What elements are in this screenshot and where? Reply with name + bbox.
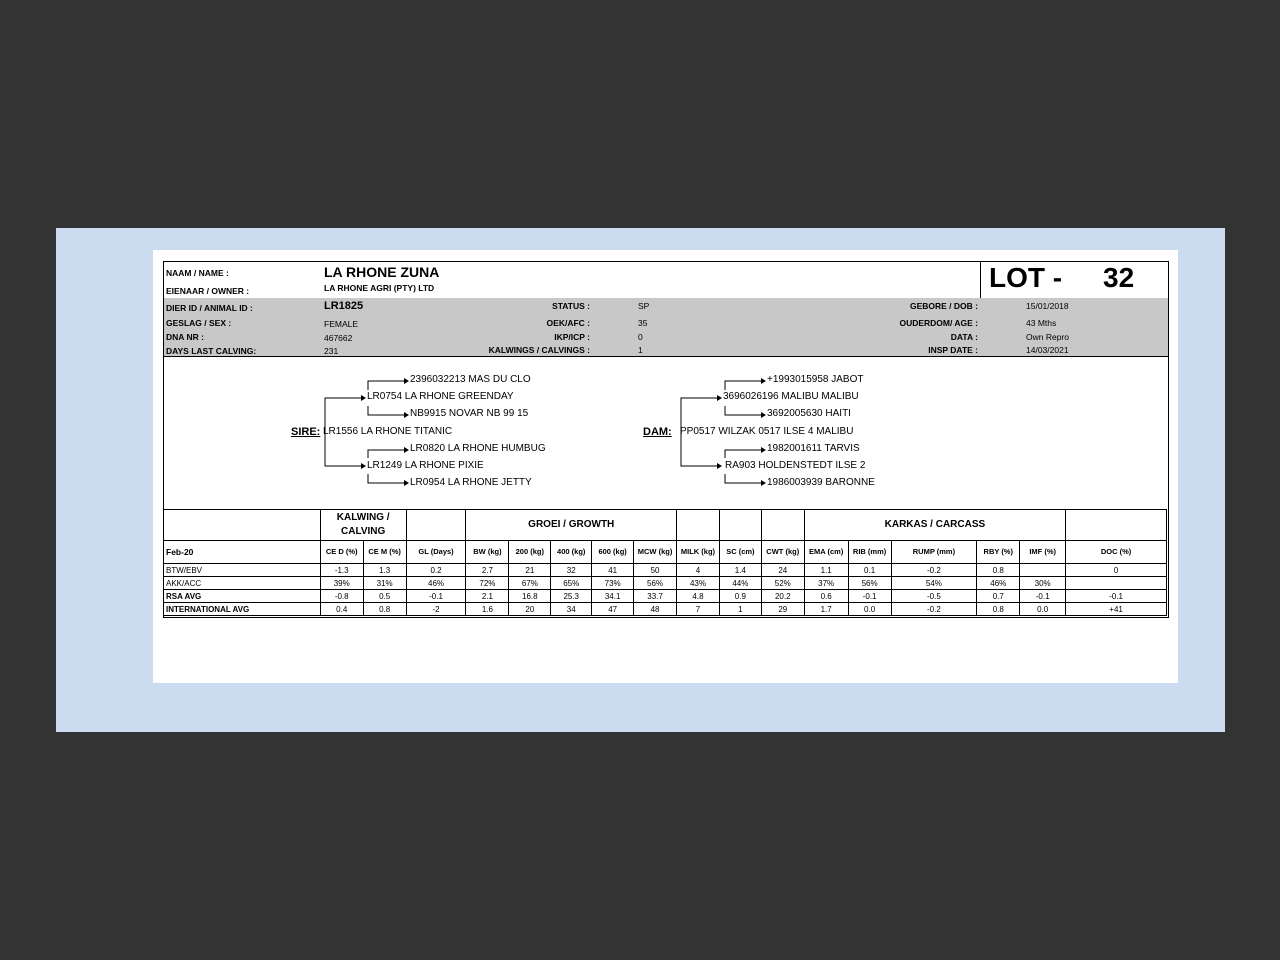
table-cell: 48 (634, 603, 677, 616)
dam-link-line (725, 406, 761, 415)
table-cell: 72% (466, 577, 509, 590)
sire-dam-sire: LR0820 LA RHONE HUMBUG (410, 443, 546, 454)
column-header-row (164, 541, 1167, 564)
table-cell: -0.1 (1066, 590, 1167, 603)
table-cell: 0.8 (363, 603, 406, 616)
dam-link-line (725, 381, 761, 390)
sire-label: SIRE: (291, 426, 321, 438)
column-header: DOC (%) (1066, 541, 1167, 564)
column-header: 200 (kg) (509, 541, 551, 564)
row-label: RSA AVG (164, 590, 321, 603)
table-cell: 29 (761, 603, 804, 616)
table-cell: 0 (1066, 564, 1167, 577)
column-header: GL (Days) (406, 541, 466, 564)
empty-cell (677, 510, 720, 541)
sire-dam-dam: LR0954 LA RHONE JETTY (410, 477, 532, 488)
table-cell: 0.2 (406, 564, 466, 577)
column-header: 400 (kg) (551, 541, 592, 564)
data-value: Own Repro (1026, 332, 1069, 342)
dob-value: 15/01/2018 (1026, 301, 1069, 311)
sire-link-line (368, 450, 404, 458)
arrow-icon (404, 480, 409, 486)
table-cell: +41 (1066, 603, 1167, 616)
empty-cell (761, 510, 804, 541)
table-cell: 0.8 (977, 603, 1020, 616)
calvings-value: 1 (638, 345, 643, 355)
animal-id: LR1825 (324, 300, 364, 312)
table-cell: -0.1 (1020, 590, 1066, 603)
arrow-icon (404, 447, 409, 453)
empty-cell (406, 510, 466, 541)
dam-link-line (725, 450, 761, 458)
arrow-icon (761, 412, 766, 418)
name-label: NAAM / NAME : (166, 268, 229, 278)
table-cell: 4.8 (677, 590, 720, 603)
arrow-icon (717, 395, 722, 401)
table-cell: 34 (551, 603, 592, 616)
table-cell: -0.8 (320, 590, 363, 603)
table-cell: -1.3 (320, 564, 363, 577)
age-label: OUDERDOM/ AGE : (899, 318, 978, 328)
insp-date-label: INSP DATE : (928, 345, 978, 355)
ebv-table (163, 509, 1167, 616)
table-cell: 54% (891, 577, 977, 590)
sire-sire-dam: NB9915 NOVAR NB 99 15 (410, 408, 529, 419)
sex-label: GESLAG / SEX : (166, 318, 232, 328)
table-cell: 0.4 (320, 603, 363, 616)
status-value: SP (638, 301, 650, 311)
column-header: MILK (kg) (677, 541, 720, 564)
table-cell: 4 (677, 564, 720, 577)
table-cell: -0.2 (891, 564, 977, 577)
dam-dam: RA903 HOLDENSTEDT ILSE 2 (725, 460, 866, 471)
table-cell (1020, 564, 1066, 577)
table-cell: 56% (848, 577, 891, 590)
period-label: Feb-20 (164, 541, 321, 564)
sire-sire-sire: 2396032213 MAS DU CLO (410, 374, 531, 385)
sire-link-line (368, 474, 404, 483)
table-cell: 1.1 (804, 564, 848, 577)
table-cell: 1.7 (804, 603, 848, 616)
ikp-value: 0 (638, 332, 643, 342)
arrow-icon (761, 480, 766, 486)
column-header: 600 (kg) (592, 541, 634, 564)
table-cell: 0.9 (719, 590, 761, 603)
table-cell: 0.0 (1020, 603, 1066, 616)
column-header: MCW (kg) (634, 541, 677, 564)
oek-value: 35 (638, 318, 648, 328)
table-cell: 1.6 (466, 603, 509, 616)
table-cell: 32 (551, 564, 592, 577)
dam-sire: 3696026196 MALIBU MALIBU (723, 391, 859, 402)
table-cell: 16.8 (509, 590, 551, 603)
sire-link-line (368, 381, 404, 390)
insp-date-value: 14/03/2021 (1026, 345, 1069, 355)
table-row (164, 577, 1167, 590)
days-last-calving-value: 231 (324, 346, 339, 356)
sire-link-line (368, 406, 404, 415)
arrow-icon (761, 378, 766, 384)
sire-dam: LR1249 LA RHONE PIXIE (367, 460, 484, 471)
table-cell: 73% (592, 577, 634, 590)
ebv-body (164, 564, 1167, 616)
arrow-icon (717, 463, 722, 469)
table-cell: -0.2 (891, 603, 977, 616)
table-cell: 47 (592, 603, 634, 616)
column-header: IMF (%) (1020, 541, 1066, 564)
table-cell: 1 (719, 603, 761, 616)
table-cell: 24 (761, 564, 804, 577)
table-cell: 0.5 (363, 590, 406, 603)
table-cell: 0.0 (848, 603, 891, 616)
dam-label: DAM: (643, 426, 672, 438)
table-cell: 0.8 (977, 564, 1020, 577)
lot-card (163, 261, 1169, 618)
ikp-label: IKP/ICP : (554, 332, 590, 342)
table-cell: 52% (761, 577, 804, 590)
dna-value: 467662 (324, 333, 353, 343)
empty-cell (164, 510, 321, 541)
dam-sire-dam: 3692005630 HAITI (767, 408, 851, 419)
column-header: EMA (cm) (804, 541, 848, 564)
table-cell: 0.7 (977, 590, 1020, 603)
table-cell: 25.3 (551, 590, 592, 603)
group-calving: KALWING / CALVING (320, 510, 406, 541)
dam-link-line (681, 432, 717, 466)
dam-sire-sire: +1993015958 JABOT (767, 374, 864, 385)
owner-label: EIENAAR / OWNER : (166, 286, 250, 296)
table-cell: 67% (509, 577, 551, 590)
empty-cell (1066, 510, 1167, 541)
age-value: 43 Mths (1026, 318, 1057, 328)
table-cell: 0.6 (804, 590, 848, 603)
table-cell: 0.1 (848, 564, 891, 577)
table-cell: 39% (320, 577, 363, 590)
table-cell: 56% (634, 577, 677, 590)
table-cell: 1.4 (719, 564, 761, 577)
row-label: AKK/ACC (164, 577, 321, 590)
oek-label: OEK/AFC : (546, 318, 590, 328)
sire-sire: LR0754 LA RHONE GREENDAY (367, 391, 514, 402)
table-cell: 50 (634, 564, 677, 577)
table-cell: 20 (509, 603, 551, 616)
column-header: CWT (kg) (761, 541, 804, 564)
empty-cell (719, 510, 761, 541)
table-row (164, 590, 1167, 603)
table-cell: 41 (592, 564, 634, 577)
column-header: SC (cm) (719, 541, 761, 564)
table-cell: 34.1 (592, 590, 634, 603)
arrow-icon (361, 463, 366, 469)
owner-name: LA RHONE AGRI (PTY) LTD (324, 283, 435, 293)
column-header: RUMP (mm) (891, 541, 977, 564)
table-cell: -0.5 (891, 590, 977, 603)
column-header: BW (kg) (466, 541, 509, 564)
table-cell: -0.1 (406, 590, 466, 603)
table-cell: 44% (719, 577, 761, 590)
table-cell: 7 (677, 603, 720, 616)
table-cell: 31% (363, 577, 406, 590)
sire-name: LR1556 LA RHONE TITANIC (323, 426, 453, 437)
arrow-icon (361, 395, 366, 401)
dam-name: PP0517 WILZAK 0517 ILSE 4 MALIBU (680, 426, 854, 437)
dna-label: DNA NR : (166, 332, 204, 342)
column-header: RIB (mm) (848, 541, 891, 564)
table-cell: 33.7 (634, 590, 677, 603)
table-cell (1066, 577, 1167, 590)
dob-label: GEBORE / DOB : (909, 301, 978, 311)
group-header-row (164, 510, 1167, 541)
group-carcass: KARKAS / CARCASS (804, 510, 1065, 541)
days-last-calving-label: DAYS LAST CALVING: (166, 346, 257, 356)
arrow-icon (404, 412, 409, 418)
dam-dam-sire: 1982001611 TARVIS (767, 443, 860, 454)
table-cell: 65% (551, 577, 592, 590)
table-cell: 20.2 (761, 590, 804, 603)
table-cell: -0.1 (848, 590, 891, 603)
lot-number: 32 (1103, 262, 1135, 293)
animal-id-label: DIER ID / ANIMAL ID : (166, 303, 253, 313)
lot-label: LOT - (989, 262, 1063, 293)
group-growth: GROEI / GROWTH (466, 510, 677, 541)
arrow-icon (404, 378, 409, 384)
animal-name: LA RHONE ZUNA (324, 264, 440, 280)
table-cell: -2 (406, 603, 466, 616)
data-label: DATA : (950, 332, 978, 342)
dam-link-line (725, 474, 761, 483)
table-row (164, 603, 1167, 616)
column-header: RBY (%) (977, 541, 1020, 564)
arrow-icon (761, 447, 766, 453)
dam-dam-dam: 1986003939 BARONNE (767, 477, 875, 488)
column-header: CE D (%) (320, 541, 363, 564)
status-label: STATUS : (552, 301, 590, 311)
table-cell: 2.7 (466, 564, 509, 577)
column-header: CE M (%) (363, 541, 406, 564)
sire-link-line (325, 432, 361, 466)
table-cell: 1.3 (363, 564, 406, 577)
pedigree-lines (164, 262, 1168, 509)
table-cell: 30% (1020, 577, 1066, 590)
table-cell: 37% (804, 577, 848, 590)
table-cell: 43% (677, 577, 720, 590)
table-cell: 21 (509, 564, 551, 577)
table-cell: 2.1 (466, 590, 509, 603)
row-label: BTW/EBV (164, 564, 321, 577)
row-label: INTERNATIONAL AVG (164, 603, 321, 616)
calvings-label: KALWINGS / CALVINGS : (488, 345, 590, 355)
table-cell: 46% (406, 577, 466, 590)
sex-value: FEMALE (324, 319, 359, 329)
table-row (164, 564, 1167, 577)
table-cell: 46% (977, 577, 1020, 590)
